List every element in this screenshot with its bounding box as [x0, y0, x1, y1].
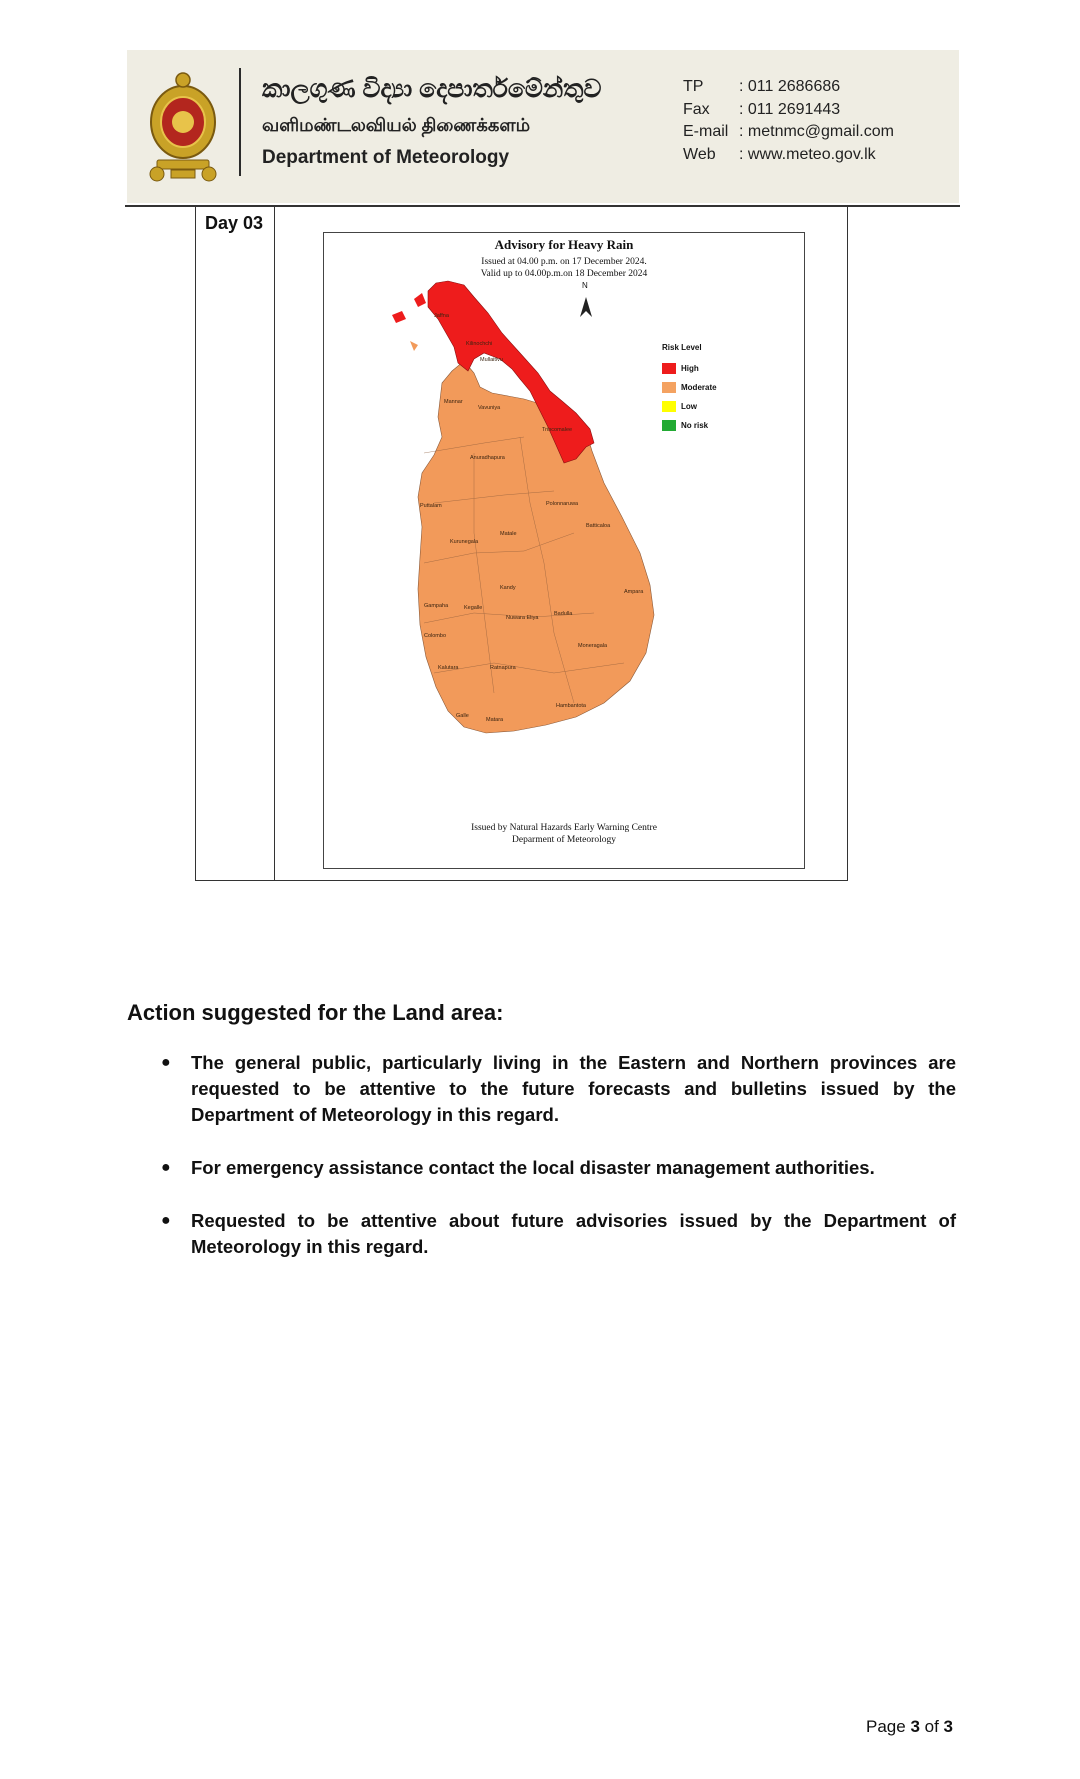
legend-item-high — [662, 359, 717, 378]
action-text: For emergency assistance contact the local disaster management authorities. — [191, 1157, 875, 1178]
legend-swatch — [662, 420, 676, 431]
header-divider — [239, 68, 241, 176]
page-middle: of — [919, 1717, 944, 1736]
district-label: Vavuniya — [478, 405, 501, 411]
org-name-tamil: வளிமண்டலவியல் திணைக்களம் — [262, 115, 531, 135]
bullet-icon: ● — [161, 1212, 171, 1229]
map-issued-time: Issued at 04.00 p.m. on 17 December 2024. — [481, 257, 647, 267]
letterhead — [127, 50, 959, 203]
legend-label: Low — [681, 402, 697, 411]
island — [414, 293, 426, 307]
district-label: Ratnapura — [490, 665, 516, 671]
contact-web — [683, 146, 894, 169]
contact-tp — [683, 78, 894, 101]
district-label: Galle — [456, 713, 469, 719]
action-heading: Action suggested for the Land area: — [127, 1000, 504, 1025]
district-label: Colombo — [424, 633, 447, 639]
action-text: Requested to be attentive about future advisories issued by the Department of Meteorology in this regard. — [191, 1210, 956, 1257]
district-label: Jaffna — [434, 313, 449, 319]
moderate-risk-region — [418, 361, 654, 733]
legend-swatch — [662, 382, 676, 393]
legend-item-moderate — [662, 378, 717, 397]
district-label: Matara — [486, 717, 504, 723]
district-label: Kilinochchi — [466, 341, 493, 347]
district-label: Ampara — [624, 589, 644, 595]
district-label: Kalutara — [438, 665, 459, 671]
contact-fax — [683, 101, 894, 124]
legend-swatch — [662, 401, 676, 412]
district-label: Matale — [500, 531, 517, 537]
page-total: 3 — [943, 1717, 953, 1736]
contact-label: E-mail — [683, 123, 729, 140]
district-label: Kandy — [500, 585, 516, 591]
district-label: Nuwara Eliya — [506, 615, 539, 621]
national-emblem-icon — [147, 68, 219, 184]
district-label: Moneragala — [578, 643, 608, 649]
action-item — [156, 1208, 956, 1260]
contact-value: : 011 2691443 — [739, 100, 841, 118]
page-number — [866, 1717, 953, 1737]
table-column-divider — [274, 207, 275, 880]
legend-swatch — [662, 363, 676, 374]
page-prefix: Page — [866, 1717, 911, 1736]
map-legend — [662, 343, 717, 435]
legend-item-no-risk — [662, 416, 717, 435]
org-name-english: Department of Meteorology — [262, 147, 510, 168]
district-label: Mullaitivu — [480, 357, 503, 363]
district-label: Hambantota — [556, 703, 586, 709]
page-current: 3 — [910, 1717, 920, 1736]
island — [410, 341, 418, 351]
legend-item-low — [662, 397, 717, 416]
district-label: Badulla — [554, 611, 573, 617]
contact-label: Fax — [683, 100, 710, 118]
north-arrow-icon — [578, 293, 594, 319]
contact-value[interactable]: : metnmc@gmail.com — [739, 123, 894, 140]
north-label: N — [582, 281, 588, 290]
contact-label: TP — [683, 78, 704, 95]
contact-value[interactable]: : www.meteo.gov.lk — [739, 145, 876, 163]
legend-label: No risk — [681, 421, 709, 430]
contact-label: Web — [683, 145, 716, 163]
contact-value: : 011 2686686 — [739, 78, 841, 95]
action-item — [156, 1050, 956, 1128]
district-label: Kegalle — [464, 605, 483, 611]
district-label: Puttalam — [420, 503, 442, 509]
district-label: Batticaloa — [586, 523, 611, 529]
legend-label: High — [681, 364, 699, 373]
day-label: Day 03 — [205, 213, 264, 233]
contact-email — [683, 123, 894, 146]
district-label: Kurunegala — [450, 539, 479, 545]
district-label: Polonnaruwa — [546, 501, 579, 507]
district-label: Gampaha — [424, 603, 449, 609]
district-label: Trincomalee — [542, 427, 573, 433]
map-footer-department: Deparment of Meteorology — [512, 835, 616, 845]
legend-label: Moderate — [681, 383, 717, 392]
island — [392, 311, 406, 323]
bullet-icon: ● — [161, 1159, 171, 1176]
district-label: Mannar — [444, 399, 463, 405]
map-title: Advisory for Heavy Rain — [494, 237, 634, 252]
map-footer-issuer: Issued by Natural Hazards Early Warning Centre — [471, 823, 657, 833]
contact-block — [683, 78, 894, 168]
district-label: Anuradhapura — [470, 455, 505, 461]
legend-title: Risk Level — [662, 343, 702, 352]
bullet-icon: ● — [161, 1054, 171, 1071]
advisory-map — [323, 232, 805, 869]
map-valid-time: Valid up to 04.00p.m.on 18 December 2024 — [480, 269, 648, 279]
action-list — [156, 1050, 956, 1287]
org-name-sinhala: කාලගුණ විද්‍යා දෙපාර්තමේන්තුව — [262, 75, 602, 103]
action-item — [156, 1155, 956, 1181]
action-text: The general public, particularly living in the Eastern and Northern provinces are requested to be attentive to the future forecasts and bulletins issued by the Department of Meteorology in this regard. — [191, 1052, 956, 1125]
sri-lanka-risk-map — [324, 233, 804, 868]
